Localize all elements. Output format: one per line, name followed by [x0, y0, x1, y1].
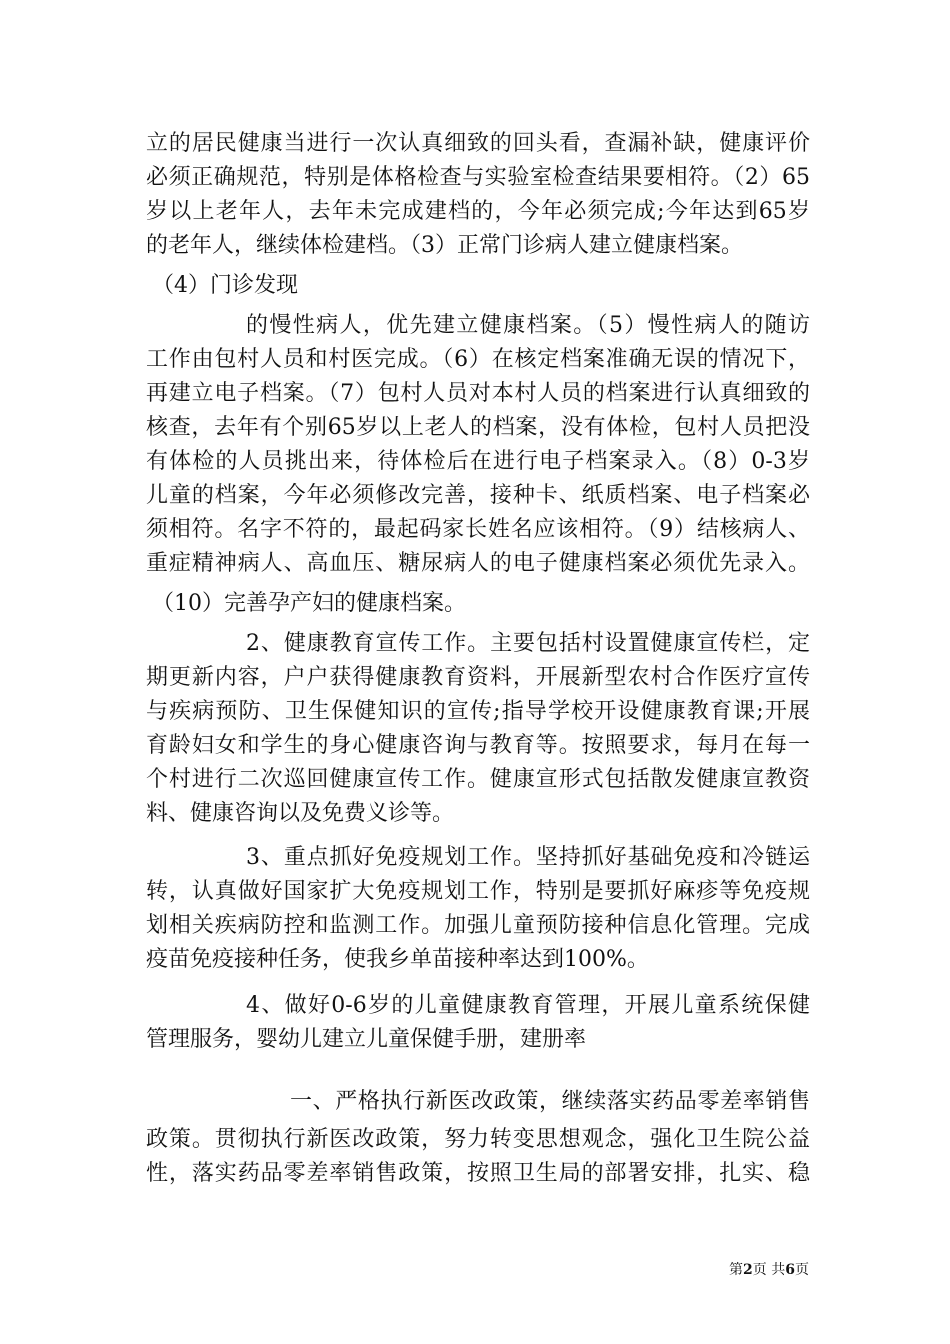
text-line: （4）门诊发现: [152, 273, 298, 298]
text-line: 管理服务，婴幼儿建立儿童保健手册，建册率: [146, 1027, 587, 1052]
paragraph-first-line: 3、重点抓好免疫规划工作。坚持抓好基础免疫和冷链运: [246, 845, 810, 870]
text-line: 料、健康咨询以及免费义诊等。: [146, 801, 455, 826]
paragraph-first-line: 一、严格执行新医改政策，继续落实药品零差率销售: [290, 1089, 810, 1114]
text-line: 岁以上老年人，去年未完成建档的，今年必须完成;今年达到65岁: [146, 199, 810, 224]
text-line: 转，认真做好国家扩大免疫规划工作，特别是要抓好麻疹等免疫规: [146, 879, 810, 904]
text-line: 政策。贯彻执行新医改政策，努力转变思想观念，强化卫生院公益: [146, 1127, 810, 1152]
text-line: 划相关疾病防控和监测工作。加强儿童预防接种信息化管理。完成: [146, 913, 810, 938]
text-line: （10）完善孕产妇的健康档案。: [152, 591, 466, 616]
text-line: 儿童的档案，今年必须修改完善，接种卡、纸质档案、电子档案必: [146, 483, 810, 508]
text-line: 工作由包村人员和村医完成。（6）在核定档案准确无误的情况下，: [146, 347, 810, 372]
text-line: 个村进行二次巡回健康宣传工作。健康宣形式包括散发健康宣教资: [146, 767, 810, 792]
text-line: 育龄妇女和学生的身心健康咨询与教育等。按照要求，每月在每一: [146, 733, 810, 758]
text-line: 的老年人，继续体检建档。（3）正常门诊病人建立健康档案。: [146, 233, 743, 258]
text-line: 必须正确规范，特别是体格检查与实验室检查结果要相符。（2）65: [146, 165, 810, 190]
text-line: 疫苗免疫接种任务，使我乡单苗接种率达到100%。: [146, 947, 649, 972]
footer-middle: 页 共: [752, 1262, 786, 1278]
text-line: 重症精神病人、高血压、糖尿病人的电子健康档案必须优先录入。: [146, 551, 810, 576]
text-line: 须相符。名字不符的，最起码家长姓名应该相符。（9）结核病人、: [146, 517, 810, 542]
text-line: 立的居民健康当进行一次认真细致的回头看，查漏补缺，健康评价: [146, 131, 810, 156]
footer-prefix: 第: [729, 1262, 744, 1278]
text-line: 期更新内容，户户获得健康教育资料，开展新型农村合作医疗宣传: [146, 665, 810, 690]
paragraph-first-line: 4、做好0-6岁的儿童健康教育管理，开展儿童系统保健: [246, 993, 810, 1018]
footer-suffix: 页: [795, 1262, 809, 1278]
text-line: 性，落实药品零差率销售政策，按照卫生局的部署安排，扎实、稳: [146, 1161, 810, 1186]
text-line: 核查，去年有个别65岁以上老人的档案，没有体检，包村人员把没: [146, 415, 810, 440]
page-number-footer: [729, 1261, 809, 1279]
total-page-count: 6: [785, 1262, 795, 1278]
text-line: 与疾病预防、卫生保健知识的宣传;指导学校开设健康教育课;开展: [146, 699, 810, 724]
text-line: 再建立电子档案。（7）包村人员对本村人员的档案进行认真细致的: [146, 381, 810, 406]
current-page-number: 2: [743, 1262, 753, 1278]
text-line: 有体检的人员挑出来，待体检后在进行电子档案录入。（8）0-3岁: [146, 449, 810, 474]
paragraph-first-line: 的慢性病人，优先建立健康档案。（5）慢性病人的随访: [246, 313, 810, 338]
paragraph-first-line: 2、健康教育宣传工作。主要包括村设置健康宣传栏，定: [246, 631, 810, 656]
